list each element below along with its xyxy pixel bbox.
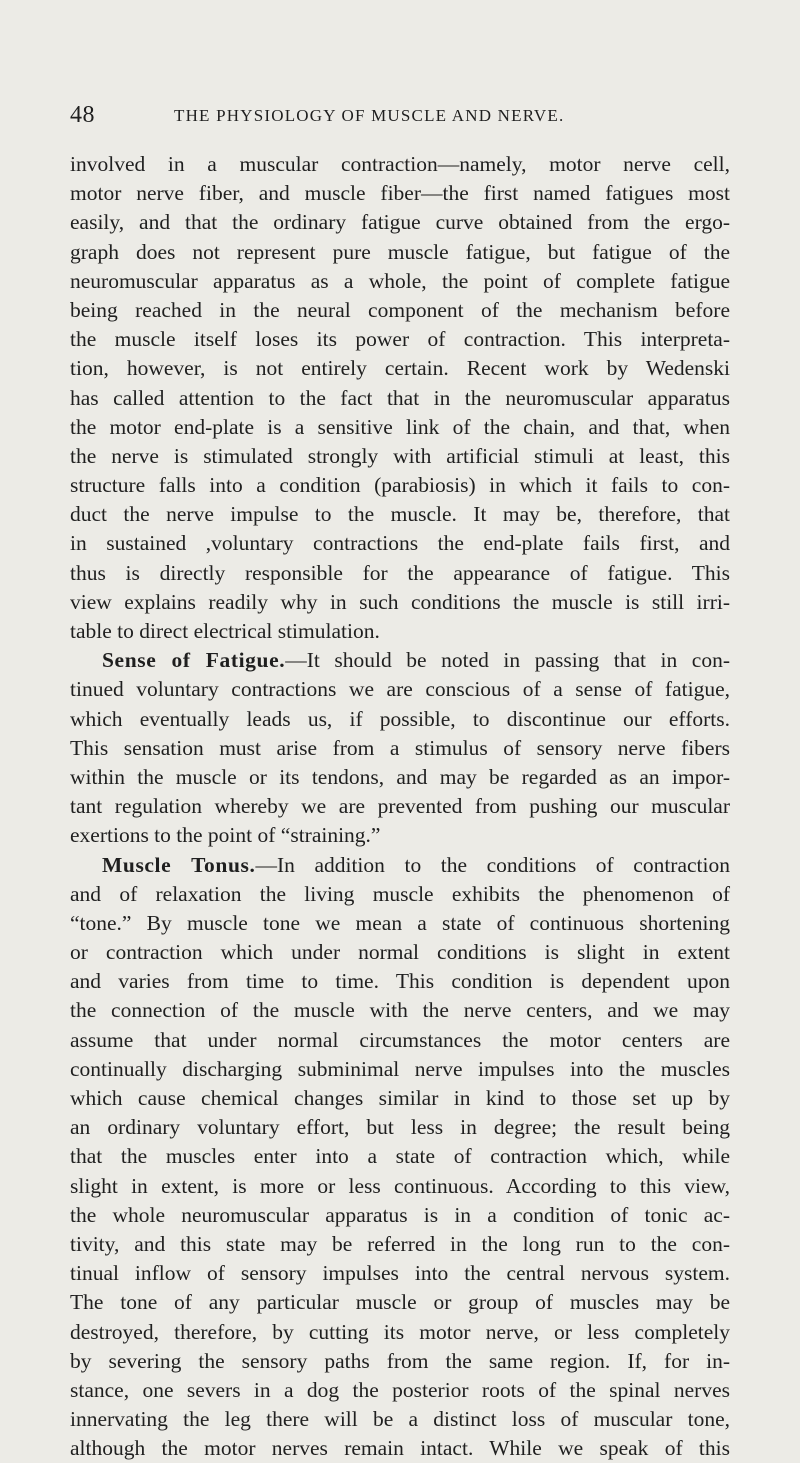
section-heading-sense-of-fatigue: Sense of Fatigue. <box>102 648 286 673</box>
text-run: —In addition to the conditions of contraction <box>255 852 730 877</box>
text-line: which eventually leads us, if possible, to discontinue our efforts. <box>70 706 730 731</box>
paragraph-first-line <box>70 851 730 880</box>
text-line: in sustained ,voluntary contractions the end-plate fails first, and <box>70 531 730 556</box>
text-line: and varies from time to time. This condition is dependent upon <box>70 969 730 994</box>
text-line: the nerve is stimulated strongly with artificial stimuli at least, this <box>70 443 730 468</box>
text-line: tivity, and this state may be referred in the long run to the con- <box>70 1231 730 1256</box>
text-line: being reached in the neural component of the mechanism before <box>70 297 730 322</box>
text-line: an ordinary voluntary effort, but less in degree; the result being <box>70 1115 730 1140</box>
text-line: that the muscles enter into a state of contraction which, while <box>70 1144 730 1169</box>
text-line: view explains readily why in such conditions the muscle is still irri- <box>70 589 730 614</box>
text-line: continually discharging subminimal nerve impulses into the muscles <box>70 1056 730 1081</box>
text-line: slight in extent, is more or less continuous. According to this view, <box>70 1173 730 1198</box>
text-line: tinued voluntary contractions we are conscious of a sense of fatigue, <box>70 677 730 702</box>
text-line: innervating the leg there will be a distinct loss of muscular tone, <box>70 1407 730 1432</box>
text-line: or contraction which under normal conditions is slight in extent <box>70 940 730 965</box>
text-line: structure falls into a condition (parabiosis) in which it fails to con- <box>70 473 730 498</box>
text-line: destroyed, therefore, by cutting its motor nerve, or less completely <box>70 1319 730 1344</box>
text-line: tinual inflow of sensory impulses into the central nervous system. <box>70 1261 730 1286</box>
text-line: the whole neuromuscular apparatus is in a condition of tonic ac- <box>70 1202 730 1227</box>
running-title: THE PHYSIOLOGY OF MUSCLE AND NERVE. <box>174 106 565 125</box>
text-line: easily, and that the ordinary fatigue curve obtained from the ergo- <box>70 210 730 235</box>
body-text <box>70 150 730 1463</box>
page-number: 48 <box>70 102 95 128</box>
text-line: stance, one severs in a dog the posterior roots of the spinal nerves <box>70 1377 730 1402</box>
text-line: tant regulation whereby we are prevented from pushing our muscular <box>70 794 730 819</box>
text-line: which cause chemical changes similar in kind to those set up by <box>70 1086 730 1110</box>
text-line: and of relaxation the living muscle exhibits the phenomenon of <box>70 881 730 906</box>
section-heading-muscle-tonus: Muscle Tonus. <box>102 852 256 877</box>
text-line: The tone of any particular muscle or group of muscles may be <box>70 1290 730 1315</box>
paragraph-first-line <box>70 646 730 675</box>
text-line: exertions to the point of “straining.” <box>70 823 381 848</box>
text-line: tion, however, is not entirely certain. Recent work by Wedenski <box>70 356 730 381</box>
text-line: This sensation must arise from a stimulus of sensory nerve fibers <box>70 735 730 760</box>
text-line: involved in a muscular contraction—namely, motor nerve cell, <box>70 152 730 176</box>
text-line: “tone.” By muscle tone we mean a state of continuous shortening <box>70 910 730 935</box>
text-line: graph does not represent pure muscle fatigue, but fatigue of the <box>70 239 730 264</box>
text-line: the motor end-plate is a sensitive link of the chain, and that, when <box>70 414 730 439</box>
text-run: —It should be noted in passing that in con- <box>285 648 731 673</box>
text-line: within the muscle or its tendons, and may be regarded as an impor- <box>70 764 730 789</box>
text-line: table to direct electrical stimulation. <box>70 619 380 643</box>
text-line: motor nerve fiber, and muscle fiber—the first named fatigues most <box>70 181 730 206</box>
running-head <box>70 102 730 132</box>
text-line: by severing the sensory paths from the same region. If, for in- <box>70 1348 730 1373</box>
text-line: neuromuscular apparatus as a whole, the point of complete fatigue <box>70 268 730 293</box>
text-line: the muscle itself loses its power of contraction. This interpreta- <box>70 327 730 352</box>
text-line: duct the nerve impulse to the muscle. It may be, therefore, that <box>70 502 730 527</box>
text-line: thus is directly responsible for the appearance of fatigue. This <box>70 560 730 585</box>
text-line: although the motor nerves remain intact. While we speak of this <box>70 1436 730 1461</box>
text-line: the connection of the muscle with the nerve centers, and we may <box>70 998 730 1023</box>
text-line: assume that under normal circumstances the motor centers are <box>70 1027 730 1052</box>
text-line: has called attention to the fact that in the neuromuscular apparatus <box>70 385 730 410</box>
